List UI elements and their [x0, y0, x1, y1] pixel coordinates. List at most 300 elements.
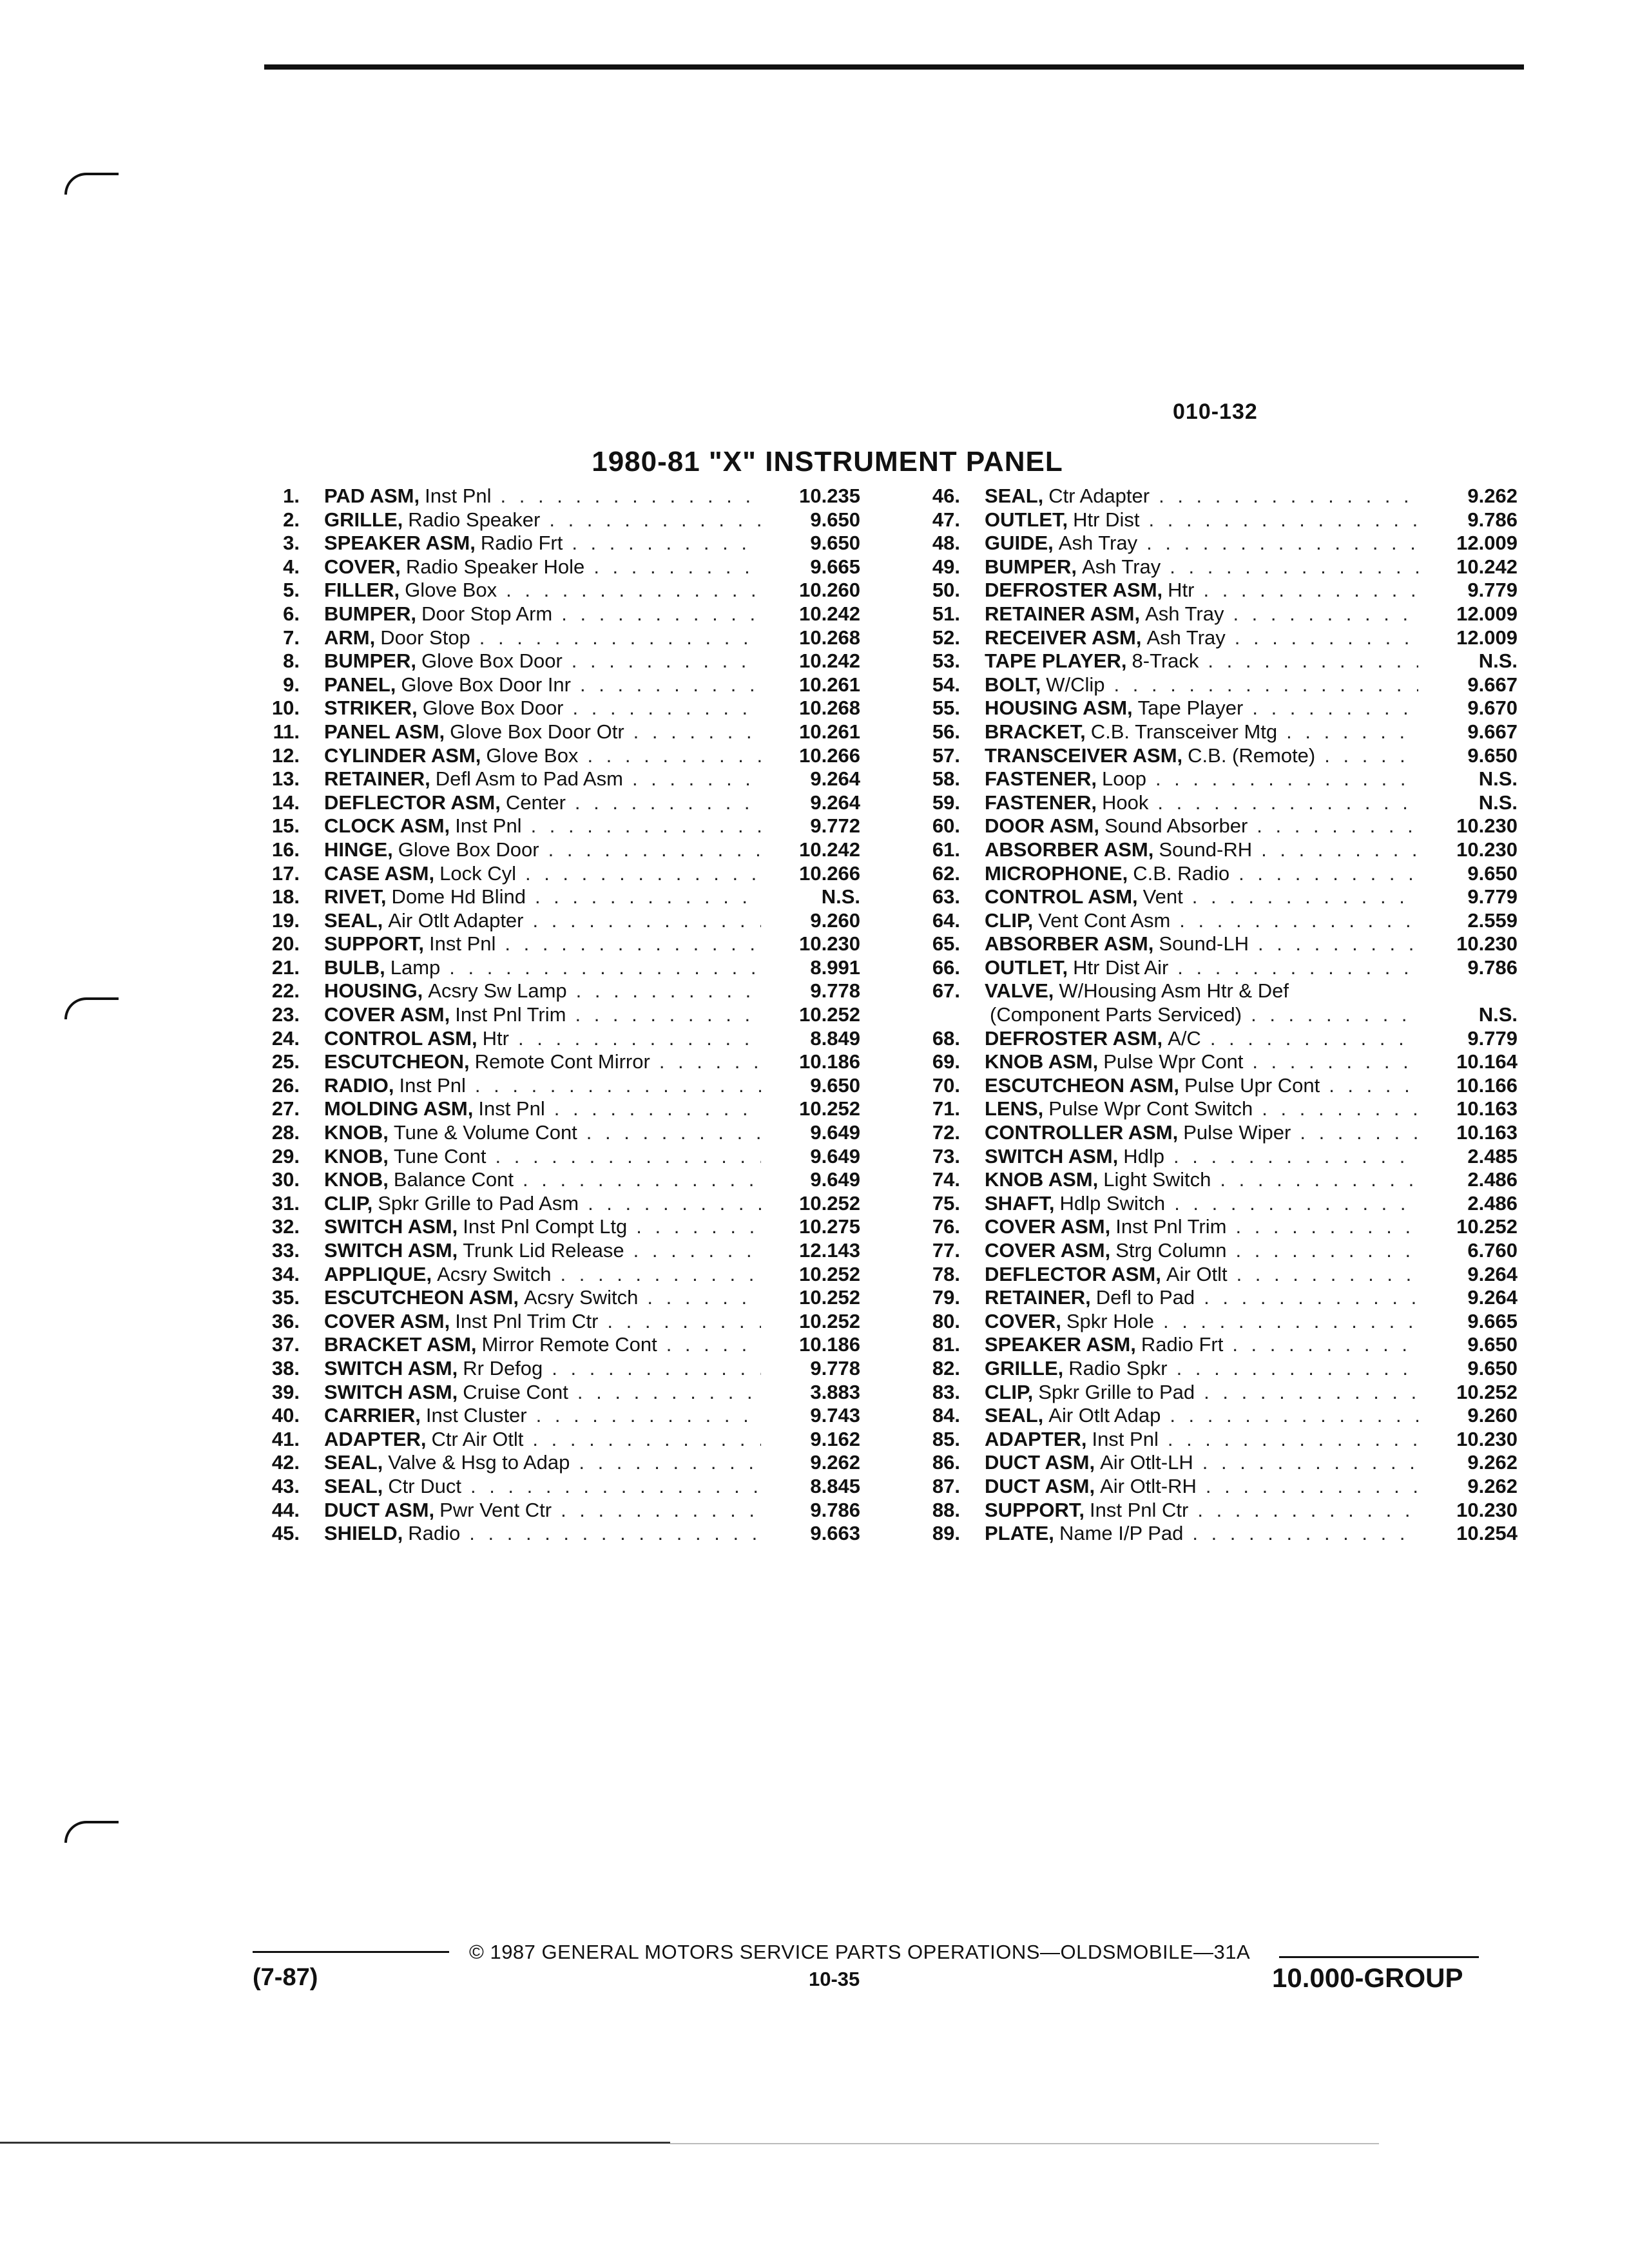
part-row — [905, 885, 1518, 909]
part-description: Inst Pnl Trim — [455, 1003, 566, 1026]
dot-leader — [666, 1333, 761, 1357]
part-group-number: 9.779 — [1467, 885, 1518, 908]
part-group-number: 10.164 — [1456, 1050, 1518, 1073]
part-number: 14. — [271, 791, 300, 814]
dot-leader — [1208, 649, 1418, 673]
part-name: OUTLET, — [985, 956, 1068, 979]
part-description: Strg Column — [1115, 1239, 1227, 1262]
part-group-number: 10.252 — [799, 1286, 860, 1309]
part-group-number: 10.252 — [799, 1097, 860, 1120]
part-group-number: 10.252 — [799, 1191, 860, 1215]
part-number: 8. — [283, 649, 300, 673]
part-number: 67. — [932, 979, 960, 1003]
part-group-number: 10.275 — [799, 1215, 860, 1238]
part-name: SPEAKER ASM, — [985, 1333, 1136, 1356]
part-name: BOLT, — [985, 673, 1041, 696]
part-group-number: 10.230 — [1456, 932, 1518, 956]
part-group-number: 10.186 — [799, 1333, 860, 1356]
part-number: 86. — [932, 1451, 960, 1474]
dot-leader — [636, 1215, 761, 1239]
part-row — [245, 1475, 860, 1499]
dot-leader — [1235, 626, 1418, 650]
part-group-number: 10.230 — [1456, 814, 1518, 838]
part-description: Rr Defog — [463, 1356, 543, 1379]
part-number: 26. — [271, 1073, 300, 1097]
part-number: 40. — [271, 1404, 300, 1427]
dot-leader — [1157, 791, 1418, 815]
part-group-number: 10.230 — [1456, 1498, 1518, 1521]
part-name: RETAINER, — [324, 767, 430, 791]
part-name: COVER, — [324, 555, 401, 578]
part-group-number: 10.268 — [799, 697, 860, 720]
part-name: DEFLECTOR ASM, — [324, 791, 501, 814]
part-group-number: 9.260 — [1467, 1404, 1518, 1427]
part-group-number: N.S. — [1478, 649, 1518, 673]
part-description: Mirror Remote Cont — [481, 1333, 657, 1356]
part-description: Light Switch — [1103, 1168, 1211, 1191]
part-name: SEAL, — [985, 1404, 1044, 1427]
part-group-number: 10.268 — [799, 626, 860, 649]
parts-list-left — [245, 485, 860, 1546]
dot-leader — [579, 1451, 761, 1475]
part-number: 76. — [932, 1215, 960, 1238]
part-number: 72. — [932, 1121, 960, 1144]
part-row — [245, 1310, 860, 1334]
part-group-number: 9.650 — [1467, 1333, 1518, 1356]
part-name: GRILLE, — [985, 1356, 1064, 1379]
part-name: OUTLET, — [985, 508, 1068, 531]
part-description: Tune & Volume Cont — [393, 1121, 577, 1144]
part-name: BRACKET ASM, — [324, 1333, 477, 1356]
part-name: APPLIQUE, — [324, 1262, 432, 1285]
part-number: 30. — [271, 1168, 300, 1191]
part-row — [905, 673, 1518, 697]
part-name: KNOB ASM, — [985, 1168, 1099, 1191]
dot-leader — [1329, 1074, 1418, 1098]
part-description: C.B. (Remote) — [1188, 744, 1316, 767]
part-name: ABSORBER ASM, — [985, 932, 1154, 956]
part-description: Valve & Hsg to Adap — [388, 1451, 570, 1474]
part-number: 12. — [271, 744, 300, 767]
part-row — [905, 555, 1518, 579]
dot-leader — [1192, 885, 1418, 909]
part-row — [905, 1121, 1518, 1145]
part-row — [905, 744, 1518, 768]
part-group-number: 9.650 — [810, 508, 860, 531]
dot-leader — [1220, 1168, 1418, 1192]
part-number: 38. — [271, 1356, 300, 1379]
part-description: Inst Pnl Trim Ctr — [455, 1309, 599, 1332]
part-name: CYLINDER ASM, — [324, 744, 481, 767]
part-number: 22. — [271, 979, 300, 1003]
dot-leader — [1163, 1310, 1418, 1334]
part-row — [905, 1428, 1518, 1452]
dot-leader — [1251, 1003, 1418, 1027]
part-group-number: 12.143 — [799, 1239, 860, 1262]
bottom-rule-faint — [670, 2143, 1379, 2144]
part-row — [245, 1333, 860, 1357]
part-number: 18. — [271, 885, 300, 908]
part-description: Pulse Wpr Cont Switch — [1048, 1097, 1253, 1120]
part-row — [905, 626, 1518, 650]
part-name: RECEIVER ASM, — [985, 626, 1142, 649]
bottom-rule — [0, 2142, 670, 2144]
part-row — [245, 1003, 860, 1027]
part-group-number: 9.779 — [1467, 579, 1518, 602]
part-name: CLIP, — [985, 1380, 1034, 1403]
part-name: SWITCH ASM, — [324, 1380, 458, 1403]
dot-leader — [1257, 814, 1418, 838]
part-description: Remote Cont Mirror — [474, 1050, 650, 1073]
part-number: 23. — [271, 1003, 300, 1026]
part-number: 63. — [932, 885, 960, 908]
dot-leader — [593, 555, 761, 579]
part-description: W/Clip — [1046, 673, 1105, 696]
part-name: PLATE, — [985, 1522, 1054, 1545]
part-description: Acsry Switch — [523, 1286, 639, 1309]
dot-leader — [1233, 602, 1418, 626]
part-description: C.B. Transceiver Mtg — [1090, 720, 1278, 743]
dot-leader — [1168, 1428, 1418, 1452]
part-name: SWITCH ASM, — [324, 1356, 458, 1379]
dot-leader — [1170, 555, 1418, 579]
part-description: Hook — [1101, 791, 1149, 814]
part-name: DUCT ASM, — [324, 1498, 435, 1521]
part-description: Air Otlt Adap — [1048, 1404, 1161, 1427]
dot-leader — [1236, 1239, 1419, 1263]
part-description: Glove Box Door — [422, 697, 564, 720]
part-name: ESCUTCHEON ASM, — [985, 1073, 1179, 1097]
part-description: Radio Speaker — [408, 508, 541, 531]
part-description: Spkr Grille to Pad — [1038, 1380, 1195, 1403]
part-name: CONTROLLER ASM, — [985, 1121, 1179, 1144]
part-group-number: 10.242 — [799, 838, 860, 861]
part-description: Sound-LH — [1159, 932, 1249, 956]
part-group-number: 9.264 — [1467, 1262, 1518, 1285]
part-group-number: 10.266 — [799, 744, 860, 767]
part-description: Glove Box — [486, 744, 579, 767]
part-number: 78. — [932, 1262, 960, 1285]
part-row — [905, 1522, 1518, 1546]
part-description: Door Stop Arm — [421, 602, 553, 625]
part-description: Pulse Wpr Cont — [1103, 1050, 1244, 1073]
part-number: 74. — [932, 1168, 960, 1191]
dot-leader — [576, 979, 761, 1003]
part-name: COVER ASM, — [985, 1239, 1111, 1262]
part-row — [905, 1286, 1518, 1310]
part-row — [245, 909, 860, 933]
part-number: 70. — [932, 1073, 960, 1097]
dot-leader — [549, 508, 761, 532]
part-number: 7. — [283, 626, 300, 649]
part-name: CLOCK ASM, — [324, 814, 450, 838]
part-description: Air Otlt-LH — [1100, 1451, 1193, 1474]
part-description: Ash Tray — [1081, 555, 1161, 578]
part-row — [905, 814, 1518, 838]
part-group-number: 2.485 — [1467, 1144, 1518, 1168]
part-description: Spkr Hole — [1066, 1309, 1154, 1332]
part-group-number: 9.663 — [810, 1522, 860, 1545]
part-row — [905, 956, 1518, 980]
part-description: Lock Cyl — [439, 861, 516, 885]
part-number: 71. — [932, 1097, 960, 1120]
part-description: Door Stop — [380, 626, 470, 649]
part-group-number: 10.230 — [799, 932, 860, 956]
dot-leader — [561, 602, 761, 626]
part-row — [905, 1027, 1518, 1051]
part-row — [905, 1381, 1518, 1405]
part-group-number: 2.486 — [1467, 1168, 1518, 1191]
part-description: Inst Pnl — [455, 814, 522, 838]
part-description: Glove Box Door — [421, 649, 563, 673]
part-description: Lamp — [390, 956, 441, 979]
part-group-number: 10.230 — [1456, 838, 1518, 861]
part-number: 75. — [932, 1191, 960, 1215]
part-number: 20. — [271, 932, 300, 956]
dot-leader — [1173, 1145, 1418, 1169]
part-name: FASTENER, — [985, 767, 1097, 791]
part-row — [245, 791, 860, 815]
dot-leader — [554, 1097, 761, 1121]
dot-leader — [1146, 532, 1418, 555]
dot-leader — [1159, 485, 1418, 508]
dot-leader — [1177, 1357, 1418, 1381]
part-number: 73. — [932, 1144, 960, 1168]
part-row — [905, 1333, 1518, 1357]
part-row — [905, 767, 1518, 791]
part-group-number: 6.760 — [1467, 1239, 1518, 1262]
dot-leader — [659, 1050, 761, 1074]
part-group-number: 9.786 — [1467, 956, 1518, 979]
dot-leader — [449, 956, 761, 980]
dot-leader — [1239, 862, 1418, 886]
dot-leader — [1258, 932, 1418, 956]
part-row — [905, 697, 1518, 720]
part-name: HOUSING ASM, — [985, 697, 1133, 720]
part-number: 77. — [932, 1239, 960, 1262]
part-group-number: 9.650 — [810, 1073, 860, 1097]
dot-leader — [1204, 1381, 1418, 1405]
part-number: 27. — [271, 1097, 300, 1120]
part-name: COVER ASM, — [985, 1215, 1111, 1238]
part-name: DEFLECTOR ASM, — [985, 1262, 1161, 1285]
binder-hole-mark — [64, 173, 119, 195]
part-row — [245, 1263, 860, 1287]
part-number: 54. — [932, 673, 960, 696]
part-row — [905, 1074, 1518, 1098]
part-row — [245, 744, 860, 768]
part-group-number: 10.252 — [1456, 1215, 1518, 1238]
part-description: Tape Player — [1137, 697, 1244, 720]
dot-leader — [532, 1428, 761, 1452]
footer-group: 10.000-GROUP — [1272, 1963, 1463, 1993]
part-description: Inst Pnl — [478, 1097, 545, 1120]
part-row — [905, 862, 1518, 886]
part-group-number: 10.252 — [799, 1309, 860, 1332]
dot-leader — [607, 1310, 761, 1334]
part-number: 80. — [932, 1309, 960, 1332]
dot-leader — [1210, 1027, 1418, 1051]
part-description: W/Housing Asm Htr & Def — [1059, 979, 1289, 1003]
footer-rule-left — [253, 1951, 449, 1953]
part-number: 28. — [271, 1121, 300, 1144]
part-description: Radio — [408, 1522, 461, 1545]
part-name: COVER, — [985, 1309, 1061, 1332]
part-name: SEAL, — [324, 908, 383, 932]
part-group-number: 10.242 — [799, 602, 860, 625]
dot-leader — [1114, 673, 1418, 697]
part-description: Dome Hd Blind — [391, 885, 526, 908]
part-number: 32. — [271, 1215, 300, 1238]
part-number: 11. — [273, 720, 300, 743]
part-number: 56. — [932, 720, 960, 743]
part-row — [905, 532, 1518, 555]
part-description: Htr — [1168, 579, 1195, 602]
part-description: Radio Frt — [480, 532, 563, 555]
part-row — [245, 485, 860, 508]
dot-leader — [533, 909, 761, 933]
part-description: Htr — [482, 1026, 509, 1050]
part-name: RETAINER ASM, — [985, 602, 1141, 625]
part-name: VALVE, — [985, 979, 1054, 1003]
part-group-number: 10.230 — [1456, 1427, 1518, 1450]
dot-leader — [577, 1381, 761, 1405]
dot-leader — [523, 1168, 761, 1192]
part-name: SEAL, — [324, 1474, 383, 1497]
part-number: 87. — [932, 1474, 960, 1497]
part-description: Htr Dist — [1073, 508, 1140, 531]
part-number: 60. — [932, 814, 960, 838]
part-number: 25. — [271, 1050, 300, 1073]
dot-leader — [1262, 1097, 1418, 1121]
dot-leader — [1286, 720, 1418, 744]
footer-date: (7-87) — [253, 1964, 318, 1991]
dot-leader — [470, 1475, 761, 1499]
part-name: ARM, — [324, 626, 376, 649]
part-name: PAD ASM, — [324, 485, 420, 507]
part-group-number: 12.009 — [1456, 626, 1518, 649]
part-name: ADAPTER, — [985, 1427, 1087, 1450]
part-number: 6. — [283, 602, 300, 625]
dot-leader — [633, 1239, 761, 1263]
part-row — [905, 579, 1518, 602]
part-group-number: 10.252 — [799, 1262, 860, 1285]
part-group-number: 9.778 — [810, 979, 860, 1003]
dot-leader — [505, 932, 761, 956]
part-number: 69. — [932, 1050, 960, 1073]
part-group-number: 8.845 — [810, 1474, 860, 1497]
part-name: RETAINER, — [985, 1286, 1091, 1309]
part-group-number: 9.649 — [810, 1121, 860, 1144]
part-row — [245, 814, 860, 838]
part-description: Radio Frt — [1141, 1333, 1224, 1356]
part-name: LENS, — [985, 1097, 1044, 1120]
part-name: SUPPORT, — [985, 1498, 1085, 1521]
dot-leader — [1324, 744, 1418, 768]
part-name: MICROPHONE, — [985, 861, 1128, 885]
part-name: BUMPER, — [985, 555, 1077, 578]
part-name: DOOR ASM, — [985, 814, 1099, 838]
part-name: CONTROL ASM, — [324, 1026, 477, 1050]
dot-leader — [1206, 1475, 1418, 1499]
part-row — [905, 932, 1518, 956]
part-number: 33. — [271, 1239, 300, 1262]
dot-leader — [1149, 508, 1419, 532]
part-number: 88. — [932, 1498, 960, 1521]
part-group-number: 10.235 — [799, 485, 860, 507]
part-name: ESCUTCHEON ASM, — [324, 1286, 519, 1309]
dot-leader — [475, 1074, 761, 1098]
part-number: 55. — [932, 697, 960, 720]
binder-hole-mark — [64, 997, 119, 1019]
part-row — [245, 979, 860, 1003]
part-name: CARRIER, — [324, 1404, 421, 1427]
part-row — [245, 838, 860, 862]
part-number: 82. — [932, 1356, 960, 1379]
part-number: 24. — [271, 1026, 300, 1050]
part-description: Vent — [1142, 885, 1183, 908]
dot-leader — [573, 697, 761, 720]
part-group-number: N.S. — [1478, 1003, 1518, 1026]
part-row — [905, 979, 1518, 1003]
part-row — [245, 1286, 860, 1310]
part-number: 13. — [271, 767, 300, 791]
part-name: TRANSCEIVER ASM, — [985, 744, 1183, 767]
dot-leader — [580, 673, 761, 697]
part-number: 19. — [271, 908, 300, 932]
part-description: Air Otlt Adapter — [388, 908, 524, 932]
dot-leader — [575, 791, 761, 815]
part-name: SWITCH ASM, — [985, 1144, 1119, 1168]
dot-leader — [1192, 1522, 1418, 1546]
part-row — [245, 1451, 860, 1475]
part-description: Hdlp — [1123, 1144, 1164, 1168]
dot-leader — [586, 1121, 761, 1145]
dot-leader — [496, 1145, 762, 1169]
dot-leader — [561, 1499, 761, 1523]
part-name: PANEL ASM, — [324, 720, 445, 743]
dot-leader — [1203, 579, 1418, 602]
part-group-number: 9.162 — [810, 1427, 860, 1450]
part-group-number: 9.786 — [810, 1498, 860, 1521]
dot-leader — [479, 626, 761, 650]
part-row — [905, 1310, 1518, 1334]
part-row — [905, 1404, 1518, 1428]
dot-leader — [1197, 1499, 1418, 1523]
part-description: Air Otlt-RH — [1100, 1474, 1197, 1497]
part-row — [245, 885, 860, 909]
part-group-number: 9.649 — [810, 1168, 860, 1191]
part-description: Glove Box — [405, 579, 497, 602]
part-group-number: 9.778 — [810, 1356, 860, 1379]
part-number: 45. — [271, 1522, 300, 1545]
dot-leader — [506, 579, 761, 602]
part-row — [905, 791, 1518, 815]
part-description: Hdlp Switch — [1059, 1191, 1166, 1215]
dot-leader — [525, 862, 761, 886]
dot-leader — [548, 838, 761, 862]
part-description: Inst Pnl — [425, 485, 492, 507]
dot-leader — [561, 1263, 761, 1287]
part-name: COVER ASM, — [324, 1003, 450, 1026]
part-number: 52. — [932, 626, 960, 649]
part-number: 49. — [932, 555, 960, 578]
part-description: Center — [505, 791, 566, 814]
part-description: (Component Parts Serviced) — [990, 1003, 1242, 1026]
part-row — [245, 1050, 860, 1074]
part-description: Radio Spkr — [1068, 1356, 1168, 1379]
part-number: 35. — [271, 1286, 300, 1309]
